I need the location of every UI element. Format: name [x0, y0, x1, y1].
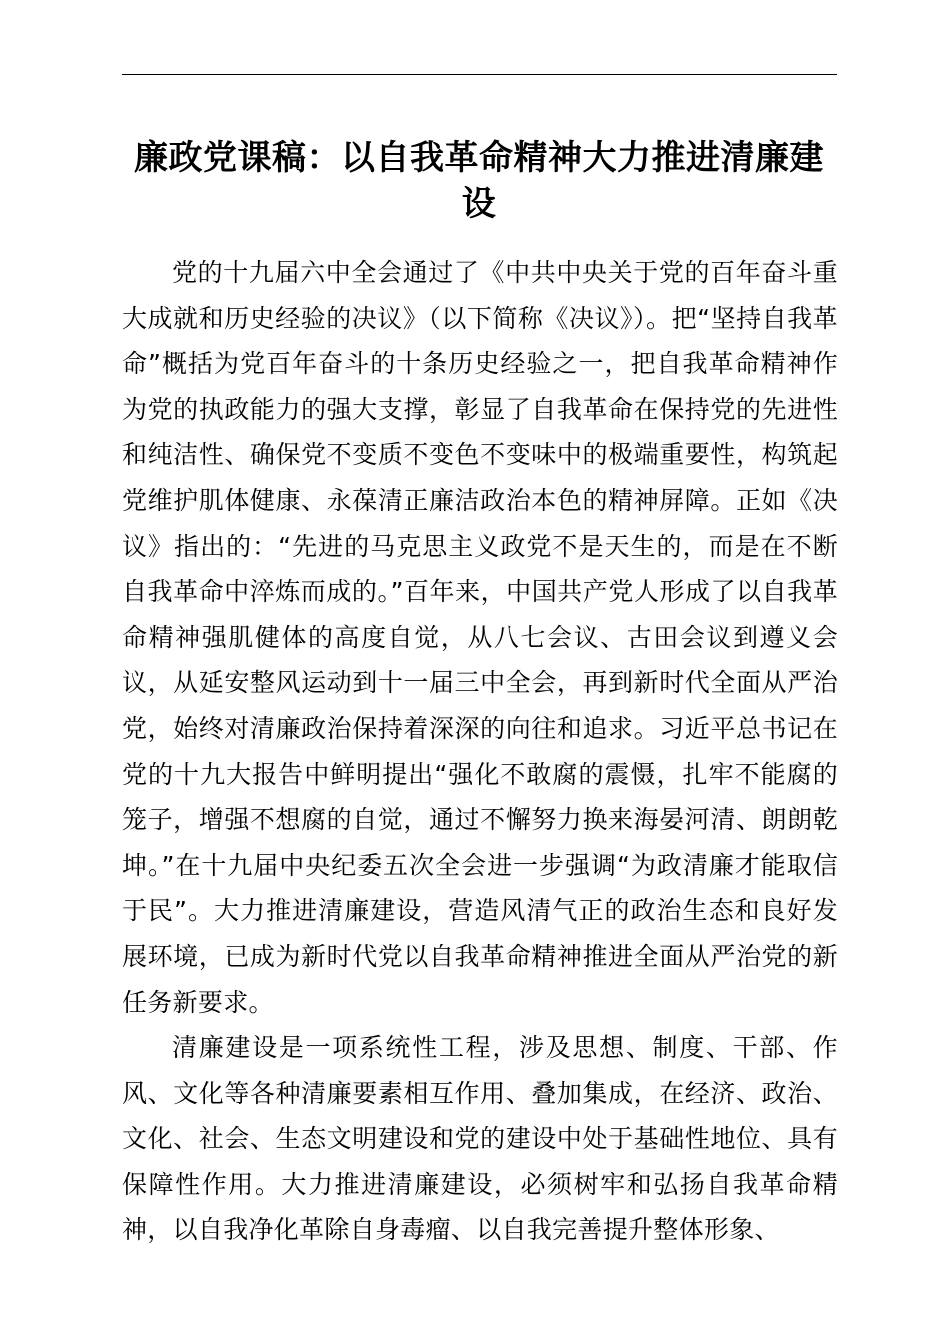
document-body: [122, 250, 838, 1253]
document-title: 廉政党课稿：以自我革命精神大力推进清廉建设: [134, 138, 824, 224]
body-paragraph-1: 党的十九届六中全会通过了《中共中央关于党的百年奋斗重大成就和历史经验的决议》（以下简称《决议》）。把“坚持自我革命”概括为党百年奋斗的十条历史经验之一，把自我革命精神作为党的执政能力的强大支撑，彰显了自我革命在保持党的先进性和纯洁性、确保党不变质不变色不变味中的极端重要性，构筑起党维护肌体健康、永葆清正廉洁政治本色的精神屏障。正如《决议》指出的：“先进的马克思主义政党不是天生的，而是在不断自我革命中淬炼而成的。”百年来，中国共产党人形成了以自我革命精神强肌健体的高度自觉，从八七会议、古田会议到遵义会议，从延安整风运动到十一届三中全会，再到新时代全面从严治党，始终对清廉政治保持着深深的向往和追求。习近平总书记在党的十九大报告中鲜明提出“强化不敢腐的震慑，扎牢不能腐的笼子，增强不想腐的自觉，通过不懈努力换来海晏河清、朗朗乾坤。”在十九届中央纪委五次全会进一步强调“为政清廉才能取信于民”。大力推进清廉建设，营造风清气正的政治生态和良好发展环境，已成为新时代党以自我革命精神推进全面从严治党的新任务新要求。: [122, 258, 838, 1017]
body-paragraph-2: 清廉建设是一项系统性工程，涉及思想、制度、干部、作风、文化等各种清廉要素相互作用、叠加集成，在经济、政治、文化、社会、生态文明建设和党的建设中处于基础性地位、具有保障性作用。大力推进清廉建设，必须树牢和弘扬自我革命精神，以自我净化革除自身毒瘤、以自我完善提升整体形象、: [122, 1033, 838, 1245]
header-rule: [122, 74, 837, 75]
